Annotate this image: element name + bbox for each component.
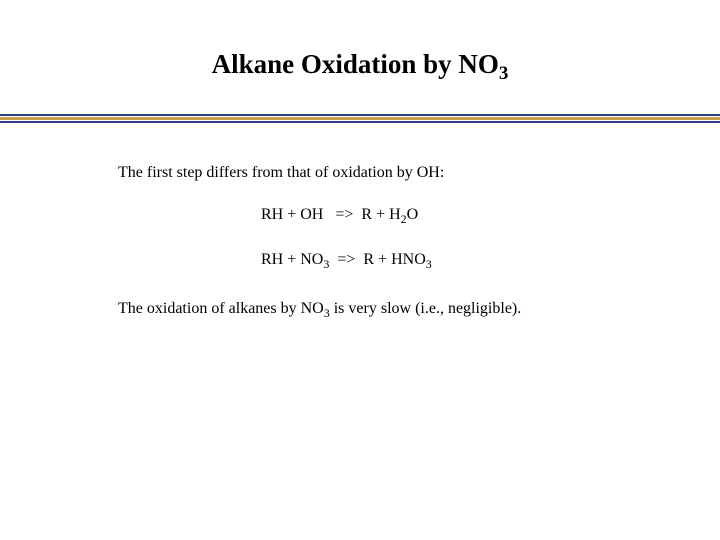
intro-text: The first step differs from that of oxidation by OH: [118,164,445,181]
equation-no3-reactants-subscript: 3 [323,257,330,271]
conclusion-prefix: The oxidation of alkanes by NO [118,300,324,317]
equation-oh-arrow: => [335,206,354,223]
equation-oh [261,205,418,225]
slide-title-subscript: 3 [498,63,509,84]
title-divider-gold [0,117,720,120]
equation-no3-product-subscript: 3 [425,257,432,271]
equation-oh-product-suffix: O [406,206,419,223]
conclusion-text [118,299,521,319]
equation-no3-product: R + HNO [363,251,426,268]
equation-no3-reactants: RH + NO [261,251,324,268]
title-divider-top [0,114,720,116]
conclusion-suffix: is very slow (i.e., negligible). [329,300,522,317]
title-divider-bottom [0,121,720,123]
equation-no3 [261,250,432,270]
equation-oh-product: R + H [361,206,401,223]
equation-oh-reactants: RH + OH [261,206,324,223]
slide-title [0,44,720,84]
slide-title-text: Alkane Oxidation by NO [211,49,499,79]
equation-no3-arrow: => [337,251,356,268]
conclusion-subscript: 3 [323,306,330,320]
equation-oh-product-subscript: 2 [400,212,407,226]
